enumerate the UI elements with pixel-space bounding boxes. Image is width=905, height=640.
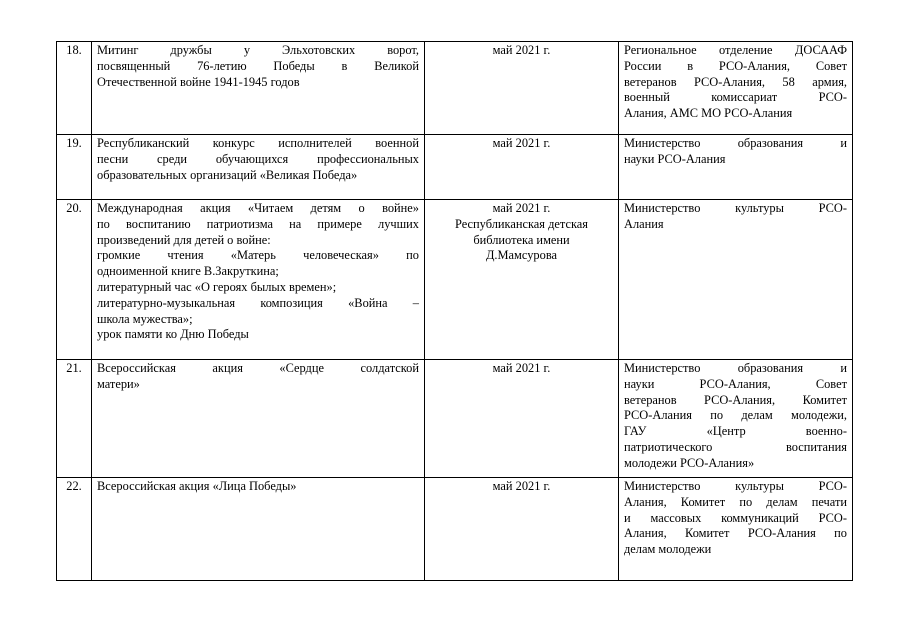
org-line: и массовых коммуникаций РСО- [624, 510, 847, 525]
org-line: молодежи РСО-Алания» [624, 455, 755, 470]
event-line: песни среди обучающихся профессиональных [97, 151, 419, 166]
event-line: образовательных организаций «Великая Победа» [97, 167, 358, 182]
event-line: по воспитанию патриотизма на примере лучших [97, 216, 419, 231]
org-line: Министерство образования и [624, 136, 847, 150]
event-name [92, 135, 425, 200]
org-line: России в РСО-Алания, Совет [624, 58, 847, 73]
event-name [92, 360, 425, 478]
event-line: литературный час «О героях былых времен»; [97, 279, 337, 294]
responsible-organizations [619, 135, 853, 200]
event-line: Международная акция «Читаем детям о войне» [97, 201, 419, 215]
row-number: 22. [57, 478, 92, 581]
table-row [57, 135, 853, 200]
events-table [56, 41, 853, 581]
date-line: май 2021 г. [492, 201, 551, 215]
org-line: ветеранов РСО-Алания, 58 армия, [624, 74, 847, 89]
event-date [425, 360, 619, 478]
event-line: школа мужества»; [97, 311, 193, 326]
date-line: май 2021 г. [492, 43, 551, 57]
row-number: 20. [57, 200, 92, 360]
event-date [425, 200, 619, 360]
date-line: май 2021 г. [492, 136, 551, 150]
org-line: Алания, АМС МО РСО-Алания [624, 106, 793, 121]
event-name [92, 42, 425, 135]
table-row [57, 478, 853, 581]
org-line: науки РСО-Алания, Совет [624, 376, 847, 391]
event-line: Митинг дружбы у Эльхотовских ворот, [97, 43, 419, 57]
org-line: Алания, Комитет РСО-Алания по [624, 526, 847, 541]
date-line: Д.Мамсурова [485, 248, 558, 263]
date-line: май 2021 г. [492, 479, 551, 493]
row-number: 18. [57, 42, 92, 135]
date-line: май 2021 г. [492, 361, 551, 375]
event-line: посвященный 76-летию Победы в Великой [97, 58, 419, 73]
org-line: Алания, Комитет по делам печати [624, 494, 847, 509]
row-number: 19. [57, 135, 92, 200]
event-date [425, 478, 619, 581]
org-line: Министерство культуры РСО- [624, 201, 847, 215]
event-line: Всероссийская акция «Лица Победы» [97, 479, 297, 493]
row-number: 21. [57, 360, 92, 478]
org-line: Региональное отделение ДОСААФ [624, 43, 847, 57]
table-row [57, 360, 853, 478]
org-line: ГАУ «Центр военно- [624, 424, 847, 439]
event-name [92, 200, 425, 360]
org-line: Алания [624, 216, 664, 231]
org-line: военный комиссариат РСО- [624, 90, 847, 105]
responsible-organizations [619, 200, 853, 360]
date-line: Республиканская детская [455, 216, 588, 231]
org-line: РСО-Алания по делам молодежи, [624, 408, 847, 423]
table-row [57, 200, 853, 360]
event-line: урок памяти ко Дню Победы [97, 327, 249, 342]
event-name [92, 478, 425, 581]
responsible-organizations [619, 360, 853, 478]
event-line: Республиканский конкурс исполнителей военной [97, 136, 419, 150]
event-line: Отечественной войне 1941-1945 годов [97, 74, 300, 89]
responsible-organizations [619, 478, 853, 581]
date-line: библиотека имени [473, 232, 570, 247]
responsible-organizations [619, 42, 853, 135]
event-line: литературно-музыкальная композиция «Война – [97, 295, 419, 310]
org-line: Министерство образования и [624, 361, 847, 375]
org-line: Министерство культуры РСО- [624, 479, 847, 493]
org-line: науки РСО-Алания [624, 151, 726, 166]
table-row [57, 42, 853, 135]
org-line: делам молодежи [624, 542, 712, 557]
event-date [425, 42, 619, 135]
event-date [425, 135, 619, 200]
event-line: произведений для детей о войне: [97, 232, 271, 247]
event-line: Всероссийская акция «Сердце солдатской [97, 361, 419, 375]
org-line: ветеранов РСО-Алания, Комитет [624, 392, 847, 407]
event-line: матери» [97, 376, 140, 391]
org-line: патриотического воспитания [624, 439, 847, 454]
event-line: одноименной книге В.Закруткина; [97, 264, 279, 279]
event-line: громкие чтения «Матерь человеческая» по [97, 248, 419, 263]
